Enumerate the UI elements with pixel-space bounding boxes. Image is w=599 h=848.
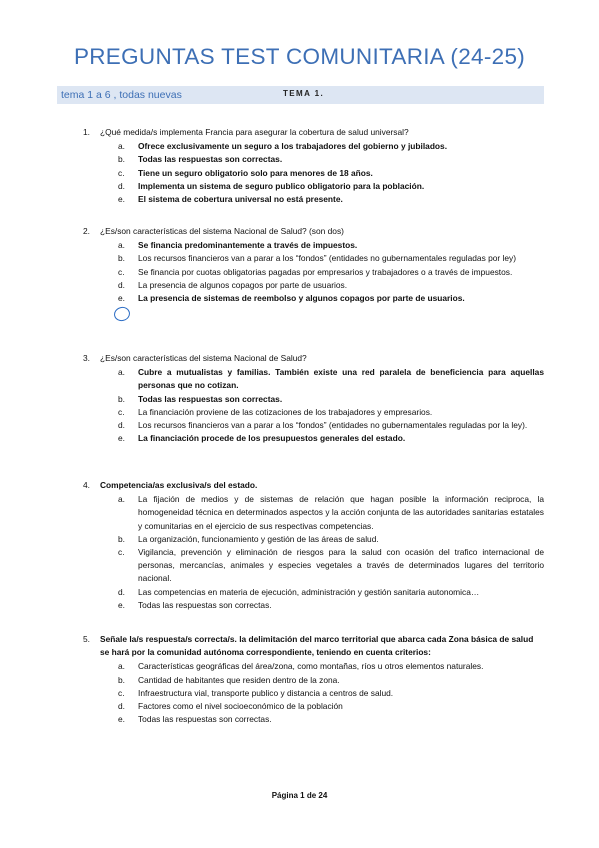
answer-option <box>84 167 544 180</box>
option-letter: d. <box>118 586 125 597</box>
question-4 <box>84 479 544 612</box>
option-text: Implementa un sistema de seguro publico obligatorio para la población. <box>138 180 425 191</box>
answer-option <box>84 292 544 305</box>
option-letter: e. <box>118 433 125 444</box>
answer-option <box>84 366 544 392</box>
option-letter: b. <box>118 533 125 544</box>
option-text: Cubre a mutualistas y familias. También existe una red paralela de beneficiencia para aquellas personas que no cotizan. <box>138 367 544 391</box>
question-text: ¿Es/son características del sistema Nacional de Salud? (son dos) <box>100 226 344 236</box>
option-letter: a. <box>118 494 125 505</box>
option-letter: e. <box>118 293 125 304</box>
answer-option <box>84 700 544 713</box>
answer-option <box>84 493 544 533</box>
option-text: Vigilancia, prevención y eliminación de riesgos para la salud con ocasión del trafico internacional de personas, mercancías, animales y especies vegetales a través de determinados lugares del territorio nacional. <box>138 547 544 584</box>
option-text: Factores como el nivel socioeconómico de la población <box>138 701 343 712</box>
answer-option <box>84 419 544 432</box>
option-text: Las competencias en materia de ejecución, administración y gestión sanitaria autonomica… <box>138 586 480 597</box>
answer-option <box>84 279 544 292</box>
option-letter: e. <box>118 599 125 610</box>
option-text: Los recursos financieros van a parar a los “fondos” (entidades no gubernamentales reguladas por ley) <box>138 253 517 264</box>
option-letter: b. <box>118 154 125 165</box>
answer-option <box>84 674 544 687</box>
option-text: Cantidad de habitantes que residen dentro de la zona. <box>138 674 340 685</box>
option-letter: b. <box>118 253 125 264</box>
answer-option <box>84 586 544 599</box>
question-number: 5. <box>83 634 90 644</box>
question-text: Señale la/s respuesta/s correcta/s. la delimitación del marco territorial que abarca cada Zona básica de salud se hará por la comunidad autónoma correspondiente, teniendo en cuenta criterios: <box>100 634 534 658</box>
answer-option <box>84 533 544 546</box>
question-text: ¿Qué medida/s implementa Francia para asegurar la cobertura de salud universal? <box>100 127 409 137</box>
option-text: La presencia de sistemas de reembolso y algunos copagos por parte de usuarios. <box>138 293 465 304</box>
question-number: 1. <box>83 127 90 137</box>
band-note: tema 1 a 6 , todas nuevas <box>61 89 182 101</box>
option-letter: a. <box>118 661 125 672</box>
answer-option <box>84 546 544 586</box>
option-letter: c. <box>118 406 125 417</box>
document-title: PREGUNTAS TEST COMUNITARIA (24-25) <box>73 44 526 69</box>
option-text: La financiación procede de los presupuestos generales del estado. <box>138 433 406 444</box>
option-text: Se financia predominantemente a través de impuestos. <box>138 240 358 251</box>
option-letter: b. <box>118 393 125 404</box>
answer-option <box>84 660 544 673</box>
answer-option <box>84 140 544 153</box>
option-text: Ofrece exclusivamente un seguro a los trabajadores del gobierno y jubilados. <box>138 141 448 152</box>
option-letter: c. <box>118 167 125 178</box>
option-text: Infraestructura vial, transporte publico y distancia a centros de salud. <box>138 687 394 698</box>
option-text: La fijación de medios y de sistemas de relación que hagan posible la información reciproca, la homogeneidad técnica en determinados aspectos y la acción conjunta de las autoridades sanitarias estatales y comunitarias en el ejercicio de sus respectivas competencias. <box>138 494 544 531</box>
option-text: Tiene un seguro obligatorio solo para menores de 18 años. <box>138 167 373 178</box>
question-3 <box>84 352 544 445</box>
answer-option <box>84 193 544 206</box>
option-text: La organización, funcionamiento y gestión de las áreas de salud. <box>138 533 379 544</box>
option-text: La financiación proviene de las cotizaciones de los trabajadores y empresarios. <box>138 406 433 417</box>
answer-option <box>84 180 544 193</box>
question-5 <box>84 633 544 726</box>
page-footer: Página 1 de 24 <box>271 791 328 800</box>
answer-option <box>84 239 544 252</box>
question-number: 3. <box>83 353 90 363</box>
answer-option <box>84 252 544 265</box>
answer-option <box>84 713 544 726</box>
option-letter: b. <box>118 674 125 685</box>
option-text: El sistema de cobertura universal no está presente. <box>138 194 343 205</box>
option-text: Todas las respuestas son correctas. <box>138 393 283 404</box>
question-2 <box>84 225 544 305</box>
option-letter: a. <box>118 367 125 378</box>
option-letter: e. <box>118 194 125 205</box>
question-text: Competencia/as exclusiva/s del estado. <box>100 480 258 490</box>
question-number: 2. <box>83 226 90 236</box>
option-text: Todas las respuestas son correctas. <box>138 154 283 165</box>
answer-option <box>84 599 544 612</box>
answer-option <box>84 153 544 166</box>
option-letter: c. <box>118 266 125 277</box>
option-letter: d. <box>118 420 125 431</box>
option-letter: d. <box>118 701 125 712</box>
option-text: La presencia de algunos copagos por parte de usuarios. <box>138 279 348 290</box>
option-letter: c. <box>118 687 125 698</box>
option-letter: a. <box>118 240 125 251</box>
option-text: Se financia por cuotas obligatorias pagadas por empresarios y trabajadores o a través de impuestos. <box>138 266 513 277</box>
option-letter: d. <box>118 279 125 290</box>
answer-option <box>84 432 544 445</box>
option-text: Todas las respuestas son correctas. <box>138 599 272 610</box>
answer-option <box>84 266 544 279</box>
question-number: 4. <box>83 480 90 490</box>
option-letter: a. <box>118 141 125 152</box>
answer-option <box>84 393 544 406</box>
answer-option <box>84 406 544 419</box>
option-text: Los recursos financieros van a parar a los “fondos” (entidades no gubernamentales reguladas por la ley). <box>138 420 528 431</box>
question-1 <box>84 126 544 206</box>
section-heading: TEMA 1. <box>283 89 325 98</box>
question-text: ¿Es/son características del sistema Nacional de Salud? <box>100 353 307 363</box>
option-letter: c. <box>118 547 125 558</box>
option-text: Todas las respuestas son correctas. <box>138 714 272 725</box>
option-letter: e. <box>118 714 125 725</box>
option-letter: d. <box>118 180 125 191</box>
option-text: Características geográficas del área/zona, como montañas, ríos u otros elementos naturales. <box>138 661 484 672</box>
answer-option <box>84 687 544 700</box>
